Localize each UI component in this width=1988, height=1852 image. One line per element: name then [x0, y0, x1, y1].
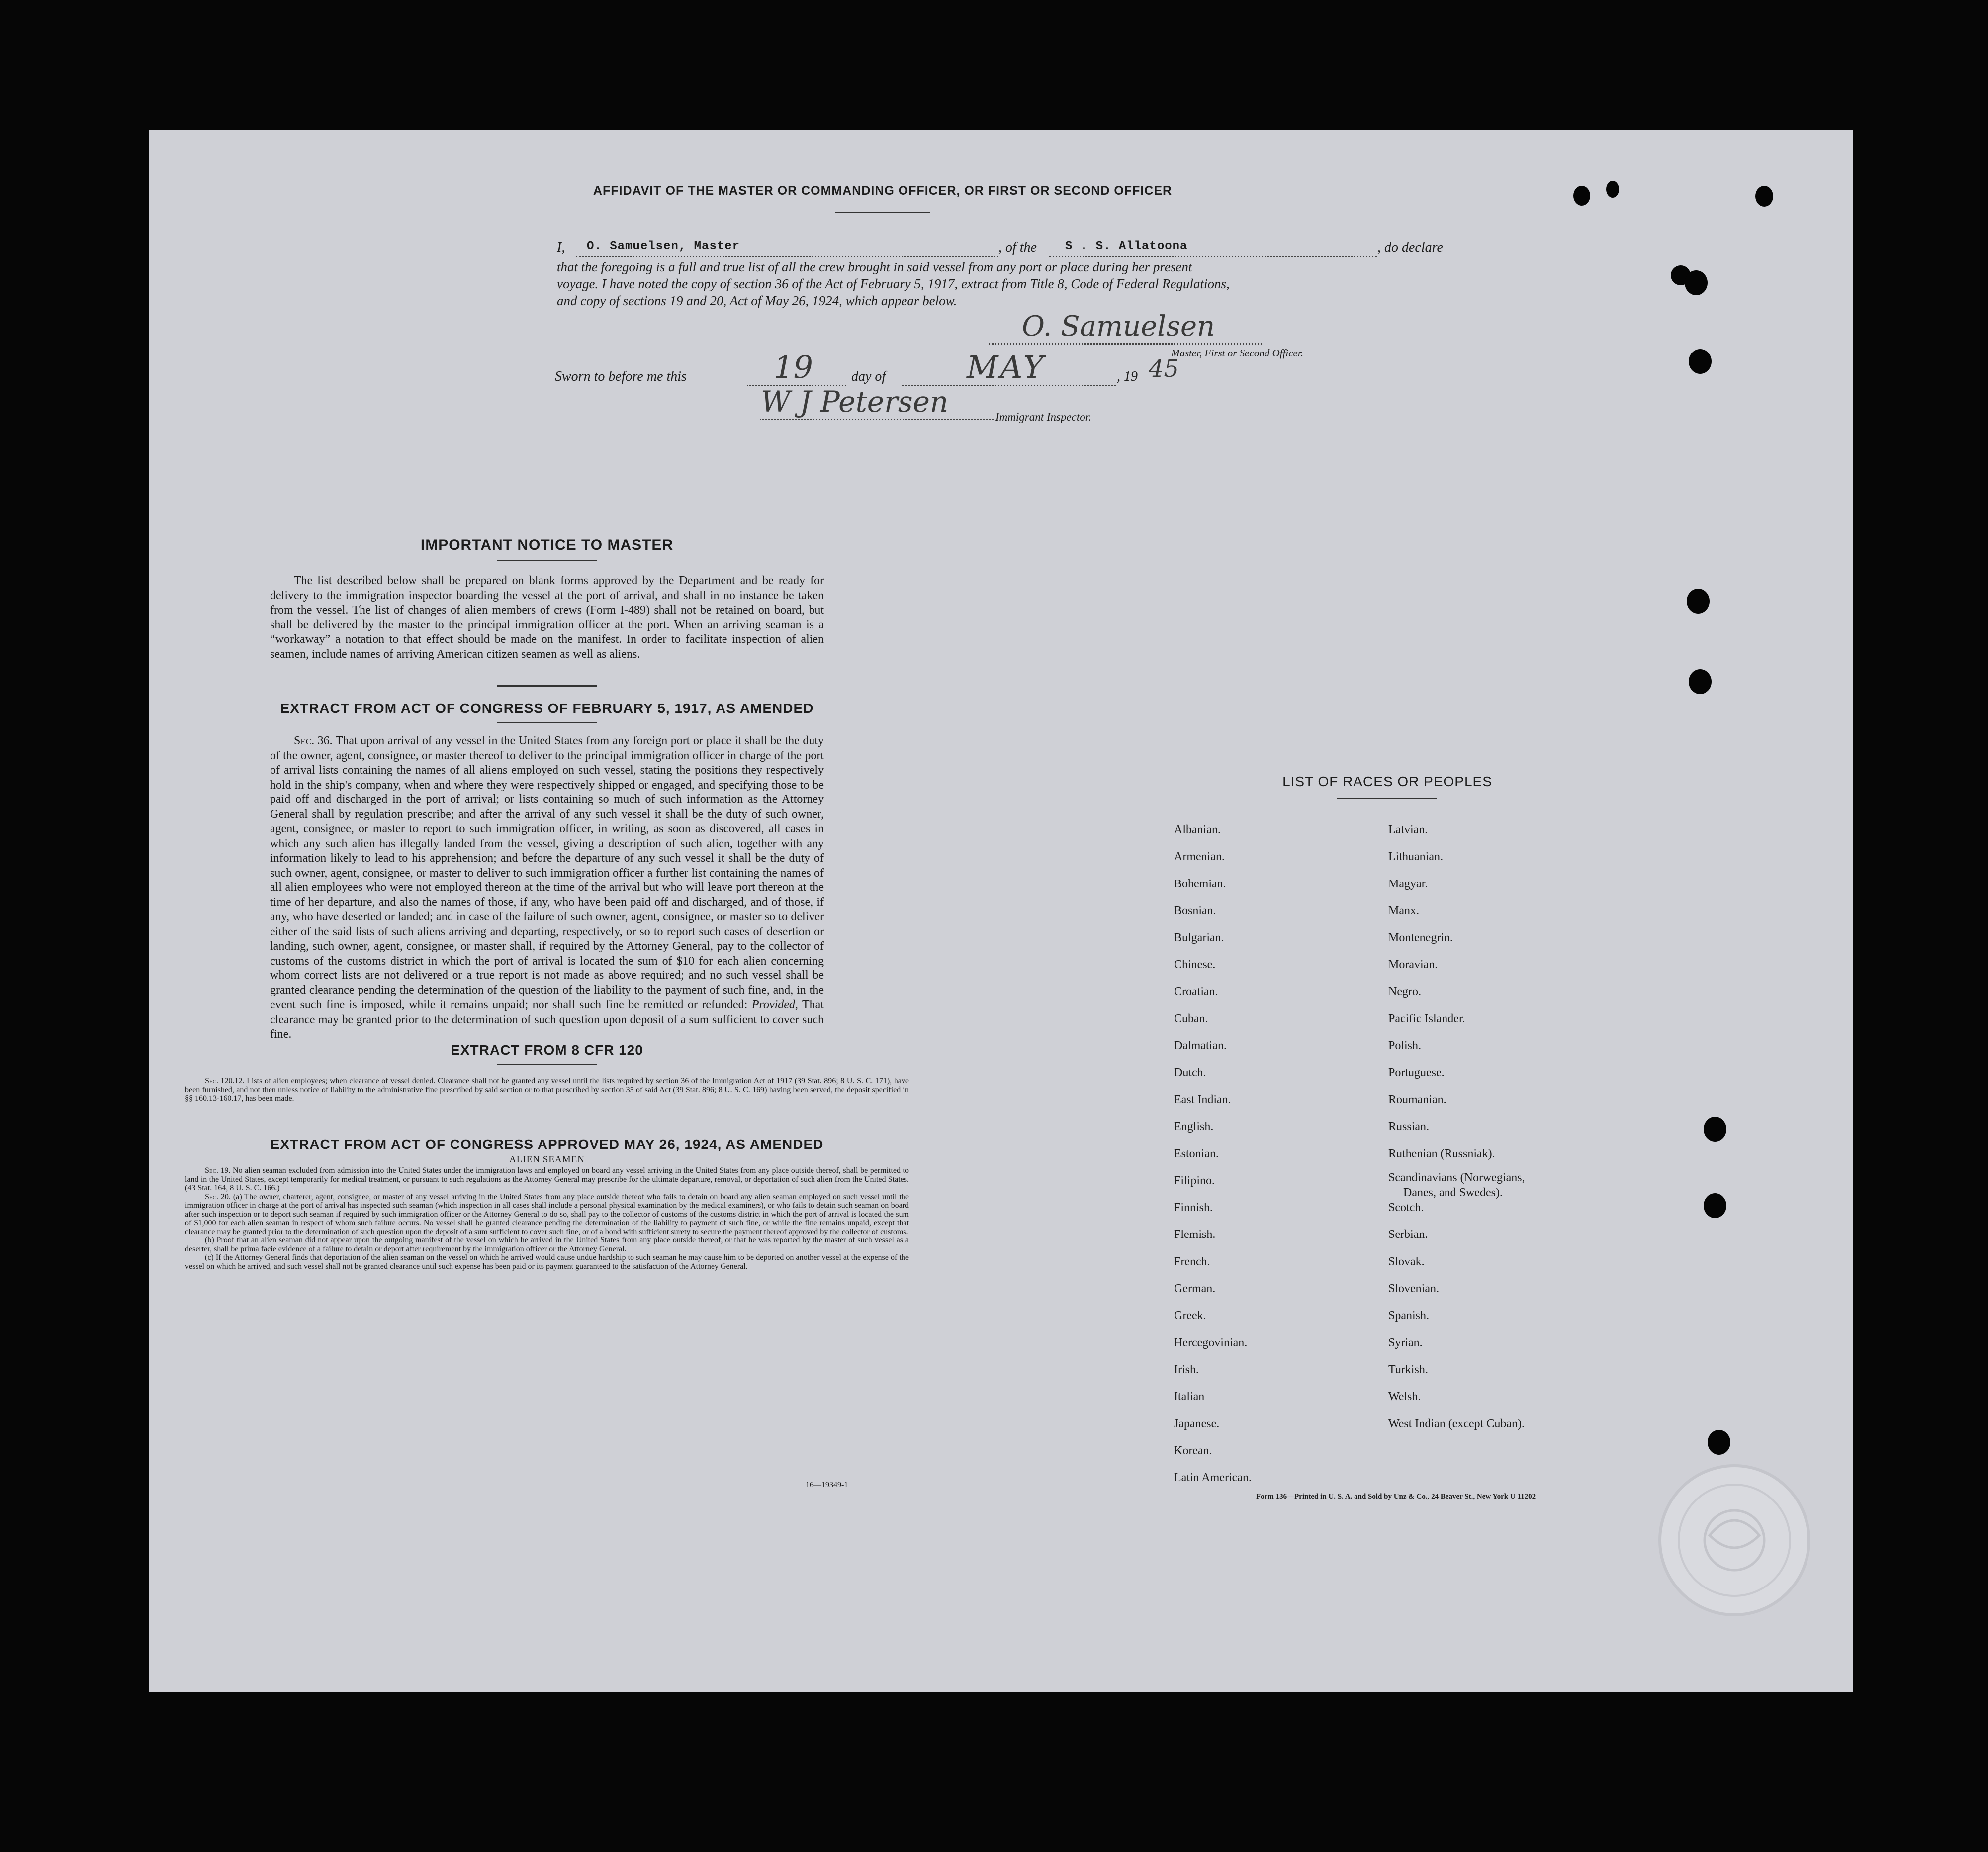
race-item: Bohemian.: [1174, 877, 1226, 890]
race-item: Korean.: [1174, 1444, 1212, 1457]
punch-hole: [1606, 181, 1619, 198]
notice-rule: [497, 560, 597, 561]
inspector-signature-line: [760, 419, 994, 420]
sec-20b-text: (b) Proof that an alien seaman did not appear upon the outgoing manifest of the vessel on which he arrived in the United States from any place outside thereof, or that he was reported by the master of such vessel as a deserter, shall be prima facie evidence of a failure to detain or deport after requirement by the immigration officer or the Attorney General.: [185, 1236, 909, 1253]
race-item: Serbian.: [1388, 1228, 1428, 1241]
race-item: Chinese.: [1174, 958, 1216, 971]
race-item: German.: [1174, 1282, 1216, 1296]
form-number: 16—19349-1: [806, 1481, 848, 1489]
alien-seamen-subtitle: ALIEN SEAMEN: [509, 1154, 585, 1165]
cfr-sec-text: Lists of alien employees; when clearance of vessel denied. Clearance shall not be granted any vessel until the lists required by section 36 of the Immigration Act of 1917 (39 Stat. 896; 8 U. S. C. 171), have been furnished, and not then unless notice of liability to the administrative fine prescribed by said section or to that prescribed by section 35 of said Act (39 Stat. 896; 8 U. S. C. 169) having been served, the deposit specified in §§ 160.13-160.17, has been made.: [185, 1077, 909, 1103]
affidavit-line: and copy of sections 19 and 20, Act of May 26, 1924, which appear below.: [557, 293, 957, 308]
extract-1917-rule: [497, 722, 597, 723]
race-item: East Indian.: [1174, 1093, 1231, 1106]
provided-label: Provided,: [751, 998, 798, 1011]
race-item: Armenian.: [1174, 850, 1225, 864]
race-item: Russian.: [1388, 1120, 1430, 1134]
notice-text: [270, 574, 824, 662]
race-item: Manx.: [1388, 904, 1419, 917]
sworn-day: 19: [774, 349, 813, 385]
race-item: Turkish.: [1388, 1363, 1428, 1376]
name-blank: [576, 256, 998, 257]
race-item: Bulgarian.: [1174, 931, 1224, 945]
form-imprint: Form 136—Printed in U. S. A. and Sold by Unz & Co., 24 Beaver St., New York U 11202: [1256, 1493, 1536, 1500]
vessel-blank: [1049, 256, 1377, 257]
race-item-scandinavians: [1388, 1167, 1525, 1199]
race-item: Croatian.: [1174, 985, 1218, 998]
do-declare-label: , do declare: [1377, 240, 1443, 255]
race-item: Italian: [1174, 1390, 1205, 1404]
punch-hole: [1704, 1193, 1726, 1218]
punch-hole: [1689, 349, 1712, 374]
races-left-column: [1174, 816, 1252, 1491]
affidavit-title: AFFIDAVIT OF THE MASTER OR COMMANDING OFFICER, OR FIRST OR SECOND OFFICER: [593, 184, 1173, 198]
punch-hole: [1687, 589, 1710, 614]
race-item: Latvian.: [1388, 823, 1428, 836]
extract-1924-title: EXTRACT FROM ACT OF CONGRESS APPROVED MAY 26, 1924, AS AMENDED: [270, 1137, 824, 1152]
races-title: LIST OF RACES OR PEOPLES: [1282, 774, 1492, 789]
sec-36-label: Sec. 36.: [294, 734, 333, 747]
master-caption: Master, First or Second Officer.: [1171, 347, 1303, 359]
race-item: Slovak.: [1388, 1255, 1425, 1268]
master-name: O. Samuelsen, Master: [587, 240, 740, 253]
inspector-signature: W J Petersen: [761, 385, 949, 419]
affidavit-line: that the foregoing is a full and true list of all the crew brought in said vessel from any port or place during her present: [557, 260, 1192, 274]
race-item: Spanish.: [1388, 1309, 1430, 1323]
race-item: Scotch.: [1388, 1201, 1424, 1215]
cfr-text: [185, 1077, 909, 1103]
notice-title: IMPORTANT NOTICE TO MASTER: [420, 537, 674, 553]
punch-hole: [1689, 669, 1712, 694]
race-item: Estonian.: [1174, 1147, 1219, 1160]
race-item: Greek.: [1174, 1309, 1206, 1323]
master-signature: O. Samuelsen: [1022, 310, 1215, 343]
cfr-title: EXTRACT FROM 8 CFR 120: [451, 1042, 643, 1058]
sworn-label: Sworn to before me this: [555, 369, 687, 384]
cfr-sec-label: Sec. 120.12.: [205, 1077, 245, 1085]
embossed-seal-icon: [1655, 1461, 1814, 1620]
extract-1917-title: EXTRACT FROM ACT OF CONGRESS OF FEBRUARY 5, 1917, AS AMENDED: [280, 701, 814, 716]
race-item: Latin American.: [1174, 1471, 1252, 1485]
race-item: Welsh.: [1388, 1390, 1421, 1404]
document-page: [149, 130, 1853, 1692]
races-right-column: [1388, 816, 1525, 1437]
affidavit-line: voyage. I have noted the copy of section 36 of the Act of February 5, 1917, extract from Title 8, Code of Federal Regulations,: [557, 276, 1230, 291]
race-item: Bosnian.: [1174, 904, 1216, 917]
race-item: Syrian.: [1388, 1336, 1423, 1349]
punch-hole: [1685, 270, 1708, 295]
extract-1917-text: [270, 734, 824, 1042]
race-item: Magyar.: [1388, 877, 1428, 890]
sec-36-text-after: That clearance may be granted prior to the determination of such question upon deposit of a sum sufficient to cover such fine.: [270, 998, 824, 1041]
cfr-rule: [497, 1064, 597, 1065]
sec-19-label: Sec. 19.: [205, 1166, 231, 1175]
race-item: Filipino.: [1174, 1174, 1215, 1187]
vessel-name: S . S. Allatoona: [1065, 240, 1188, 253]
i-label: I,: [557, 240, 565, 255]
race-item: Hercegovinian.: [1174, 1336, 1248, 1349]
sec-36-text: That upon arrival of any vessel in the United States from any foreign port or place it shall be the duty of the owner, agent, consignee, or master thereof to deliver to the principal immigration officer in charge of the port of arrival lists containing the names of all aliens employed on such vessel, stating the positions they respectively hold in the ship's company, when and where they were respectively shipped or engaged, and specifying those to be paid off and discharged in the port of arrival; or lists containing so much of such information as the Attorney General shall by regulation prescribe; and after the arrival of any such vessel it shall be the duty of such owner, agent, consignee, or master to report to such immigration officer, in writing, as soon as discovered, all cases in which any such alien has illegally landed from the vessel, giving a description of such alien, together with any information likely to lead to his apprehension; and before the departure of any such vessel it shall be the duty of such owner, agent, consignee, or master to deliver to such immigration officer a further list containing the names of all alien employees who were not employed thereon at the time of the arrival but who will leave port thereon at the time of her departure, and also the names of those, if any, who have been paid off and discharged, and of those, if any, who have deserted or landed; and in case of the failure of such owner, agent, consignee, or master so to deliver either of the said lists of such aliens arriving and departing, respectively, or so to report such cases of desertion or landing, such owner, agent, consignee, or master shall, if required by the Attorney General, pay to the collector of customs of the customs district in which the port of arrival is located the sum of $10 for each alien concerning whom correct lists are not delivered or a true report is not made as above required; and no such vessel shall be granted clearance pending the determination of the question of the liability to the payment of such fine, and, in the event such fine is imposed, while it remains unpaid; nor shall such fine be remitted or refunded:: [270, 734, 824, 1011]
race-item: French.: [1174, 1255, 1210, 1268]
notice-end-rule: [497, 685, 597, 687]
race-item: Japanese.: [1174, 1417, 1220, 1430]
race-item: Pacific Islander.: [1388, 1012, 1465, 1026]
title-rule: [835, 212, 930, 213]
race-item: Slovenian.: [1388, 1282, 1439, 1296]
year-prefix: , 19: [1117, 369, 1138, 384]
punch-hole: [1708, 1430, 1730, 1455]
sec-20-label: Sec. 20.: [205, 1192, 231, 1201]
punch-hole: [1755, 186, 1773, 207]
race-item: Polish.: [1388, 1039, 1422, 1053]
race-item: Negro.: [1388, 985, 1421, 998]
race-item: Albanian.: [1174, 823, 1221, 836]
year-suffix: 45: [1149, 355, 1179, 383]
race-item: English.: [1174, 1120, 1214, 1134]
race-item: Dutch.: [1174, 1066, 1206, 1079]
races-rule: [1337, 798, 1437, 799]
sec-19-text: No alien seaman excluded from admission into the United States under the immigration laws and employed on board any vessel arriving in the United States from any place outside thereof, shall be permitted to land in the United States, except temporarily for medical treatment, or pursuant to such regulations as the Attorney General may prescribe for the ultimate departure, removal, or deportation of such alien from the United States. (43 Stat. 164, 8 U. S. C. 166.): [185, 1166, 909, 1192]
race-item: Dalmatian.: [1174, 1039, 1227, 1053]
race-item: Finnish.: [1174, 1201, 1213, 1215]
day-of-label: day of: [851, 369, 886, 384]
race-item: Portuguese.: [1388, 1066, 1445, 1079]
sec-20a-text: (a) The owner, charterer, agent, consignee, or master of any vessel arriving in the United States from any place outside thereof who fails to detain on board any alien seaman employed on such vessel until the immigration officer in charge at the port of arrival has inspected such seaman (which inspection in all cases shall include a personal physical examination by the medical examiners), or who fails to detain such seaman on board after such inspection or to deport such seaman if required by such immigration officer or the Attorney General to do so, shall pay to the collector of customs of the customs district in which the port of arrival is located the sum of $1,000 for each alien seaman in respect of whom such failure occurs. No vessel shall be granted clearance pending the determination of the liability to payment of such fine, or while the fine remains unpaid, except that clearance may be granted prior to the determination of such question upon the deposit of a sum sufficient to cover such fine, or of a bond with sufficient surety to secure the payment thereof approved by the collector of customs.: [185, 1192, 909, 1236]
of-the-label: , of the: [998, 240, 1037, 255]
race-item-line: Scandinavians (Norwegians,: [1388, 1171, 1525, 1184]
sec-20c-text: (c) If the Attorney General finds that deportation of the alien seaman on the vessel on which he arrived would cause undue hardship to such seaman he may cause him to be deported on another vessel at the expense of the vessel on which he arrived, and such vessel shall not be granted clearance until such expense has been paid or its payment guaranteed to the satisfaction of the Attorney General.: [185, 1253, 909, 1271]
notice-paragraph: The list described below shall be prepared on blank forms approved by the Department and be ready for delivery to the immigration inspector boarding the vessel at the port of arrival, and shall in no instance be taken from the vessel. The list of changes of alien members of crews (Form I-489) shall not be retained on board, but shall be delivered by the master to the principal immigration officer at the port. When an arriving seaman is a “workaway” a notation to that effect should be made on the manifest. In order to facilitate inspection of alien seamen, include names of arriving American citizen seamen as well as aliens.: [270, 574, 824, 661]
race-item: Montenegrin.: [1388, 931, 1453, 945]
race-item: Cuban.: [1174, 1012, 1208, 1026]
race-item: West Indian (except Cuban).: [1388, 1417, 1525, 1430]
race-item: Ruthenian (Russniak).: [1388, 1147, 1495, 1160]
affidavit-body: [557, 259, 1457, 309]
extract-1924-text: [185, 1166, 909, 1271]
punch-hole: [1704, 1117, 1726, 1142]
punch-hole: [1573, 186, 1590, 206]
race-item-line: Danes, and Swedes).: [1403, 1186, 1503, 1199]
sworn-month: MAY: [967, 349, 1046, 385]
race-item: Roumanian.: [1388, 1093, 1446, 1106]
inspector-caption: Immigrant Inspector.: [995, 411, 1091, 423]
race-item: Lithuanian.: [1388, 850, 1443, 864]
race-item: Irish.: [1174, 1363, 1199, 1376]
master-signature-line: [989, 343, 1262, 345]
race-item: Flemish.: [1174, 1228, 1216, 1241]
race-item: Moravian.: [1388, 958, 1438, 971]
